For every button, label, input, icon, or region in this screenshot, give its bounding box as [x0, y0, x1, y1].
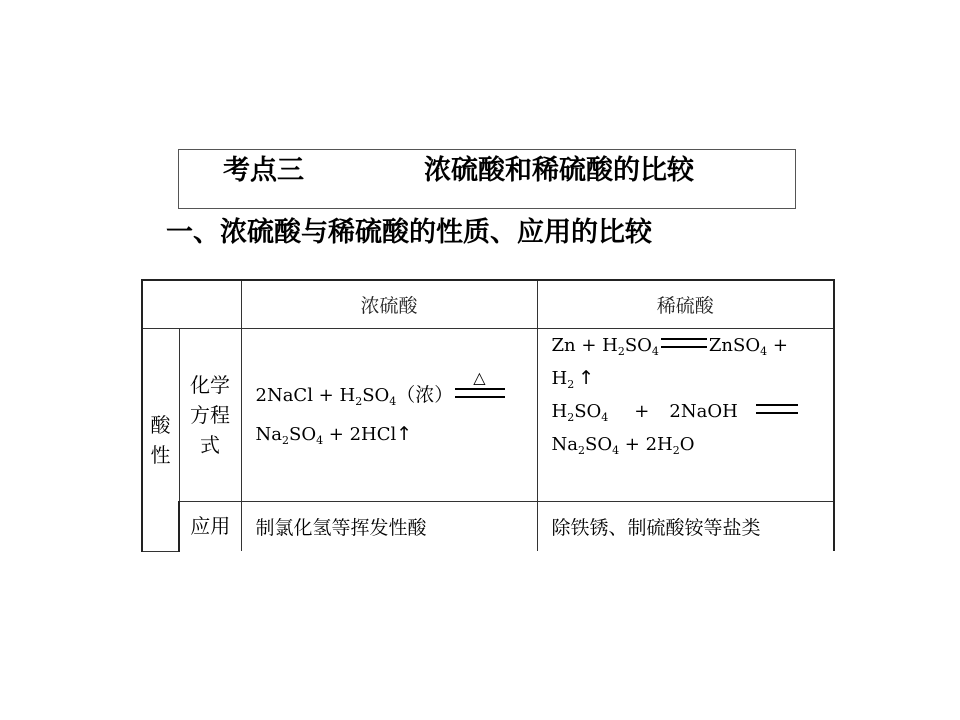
- dilute-eq2-line-1: [552, 395, 834, 428]
- eq-text: SO: [624, 334, 652, 356]
- eq-text: +: [767, 334, 788, 356]
- eq-text: 2NaCl + H: [255, 384, 356, 406]
- comparison-table: [141, 279, 835, 552]
- eq-text: Zn + H: [551, 334, 618, 356]
- double-line-equals: [756, 404, 798, 414]
- acidity-label-1: 酸: [150, 412, 171, 437]
- eq-subscript: 4: [760, 344, 768, 358]
- eq-text: + 2HCl: [323, 423, 397, 445]
- dilute-equation-cell: [537, 328, 834, 501]
- double-line-equals: [661, 338, 707, 348]
- acidity-label-2: 性: [150, 442, 171, 467]
- concentrated-equation-cell: [241, 328, 537, 501]
- eq-text: 2NaOH: [669, 400, 738, 422]
- eq-subscript: 2: [355, 394, 363, 408]
- eq-text: SO: [574, 400, 602, 422]
- application-row: [142, 501, 834, 551]
- concentrated-eq-line-1: [255, 367, 537, 408]
- section-topic: 浓硫酸和稀硫酸的比较: [424, 155, 694, 186]
- table-header-row: [142, 280, 834, 328]
- dilute-eq2-line-2: [552, 428, 834, 461]
- equation-row: [142, 328, 834, 501]
- eq-subscript: 2: [567, 377, 575, 391]
- eq-subscript: 2: [577, 443, 585, 457]
- eq-text: SO: [362, 384, 390, 406]
- acidity-label-cell: [142, 328, 179, 551]
- eq-text: Na: [255, 423, 282, 445]
- application-label-cell: 应用: [179, 501, 241, 551]
- eq-text: SO: [288, 423, 317, 445]
- section-label: 考点三: [223, 155, 304, 186]
- eq-text: O: [679, 433, 695, 455]
- eq-text: H: [551, 367, 568, 389]
- eq-text: SO: [584, 433, 613, 455]
- equation-label-line-1: 化学: [190, 372, 230, 397]
- gas-arrow-icon: ↑: [396, 422, 413, 445]
- eq-subscript: 4: [389, 394, 397, 408]
- gas-arrow-icon: ↑: [578, 366, 595, 389]
- header-concentrated: 浓硫酸: [241, 280, 537, 328]
- eq-text: H: [551, 400, 568, 422]
- concentrated-application: 制氯化氢等挥发性酸: [241, 501, 537, 551]
- equation-label-line-3: 式: [200, 432, 220, 457]
- eq-subscript: 2: [672, 443, 680, 457]
- eq-subscript: 4: [601, 410, 609, 424]
- concentrated-eq-line-2: [256, 422, 537, 447]
- eq-subscript: 2: [617, 344, 625, 358]
- double-line-equals: [455, 367, 505, 398]
- eq-text: ZnSO: [708, 334, 761, 356]
- dilute-eq1-line-1: [552, 329, 834, 362]
- dilute-eq1-line-2: [552, 362, 834, 395]
- eq-subscript: 2: [281, 433, 289, 447]
- eq-subscript: 4: [612, 443, 620, 457]
- header-empty-cell: [142, 280, 241, 328]
- equation-label-cell: [179, 328, 241, 501]
- eq-subscript: 2: [567, 410, 575, 424]
- subtitle: 一、浓硫酸与稀硫酸的性质、应用的比较: [166, 217, 652, 248]
- eq-text: + 2H: [619, 433, 673, 455]
- eq-concentrated-note: （浓）: [396, 383, 454, 406]
- eq-subscript: 4: [316, 433, 324, 447]
- title-box: [178, 149, 796, 209]
- equation-label-line-2: 方程: [190, 402, 230, 427]
- heat-condition-icon: △: [473, 367, 486, 387]
- header-dilute: 稀硫酸: [537, 280, 834, 328]
- eq-subscript: 4: [651, 344, 659, 358]
- eq-text: Na: [551, 433, 578, 455]
- comparison-table-wrap: [141, 279, 833, 550]
- eq-text: +: [634, 400, 650, 422]
- dilute-application: 除铁锈、制硫酸铵等盐类: [537, 501, 834, 551]
